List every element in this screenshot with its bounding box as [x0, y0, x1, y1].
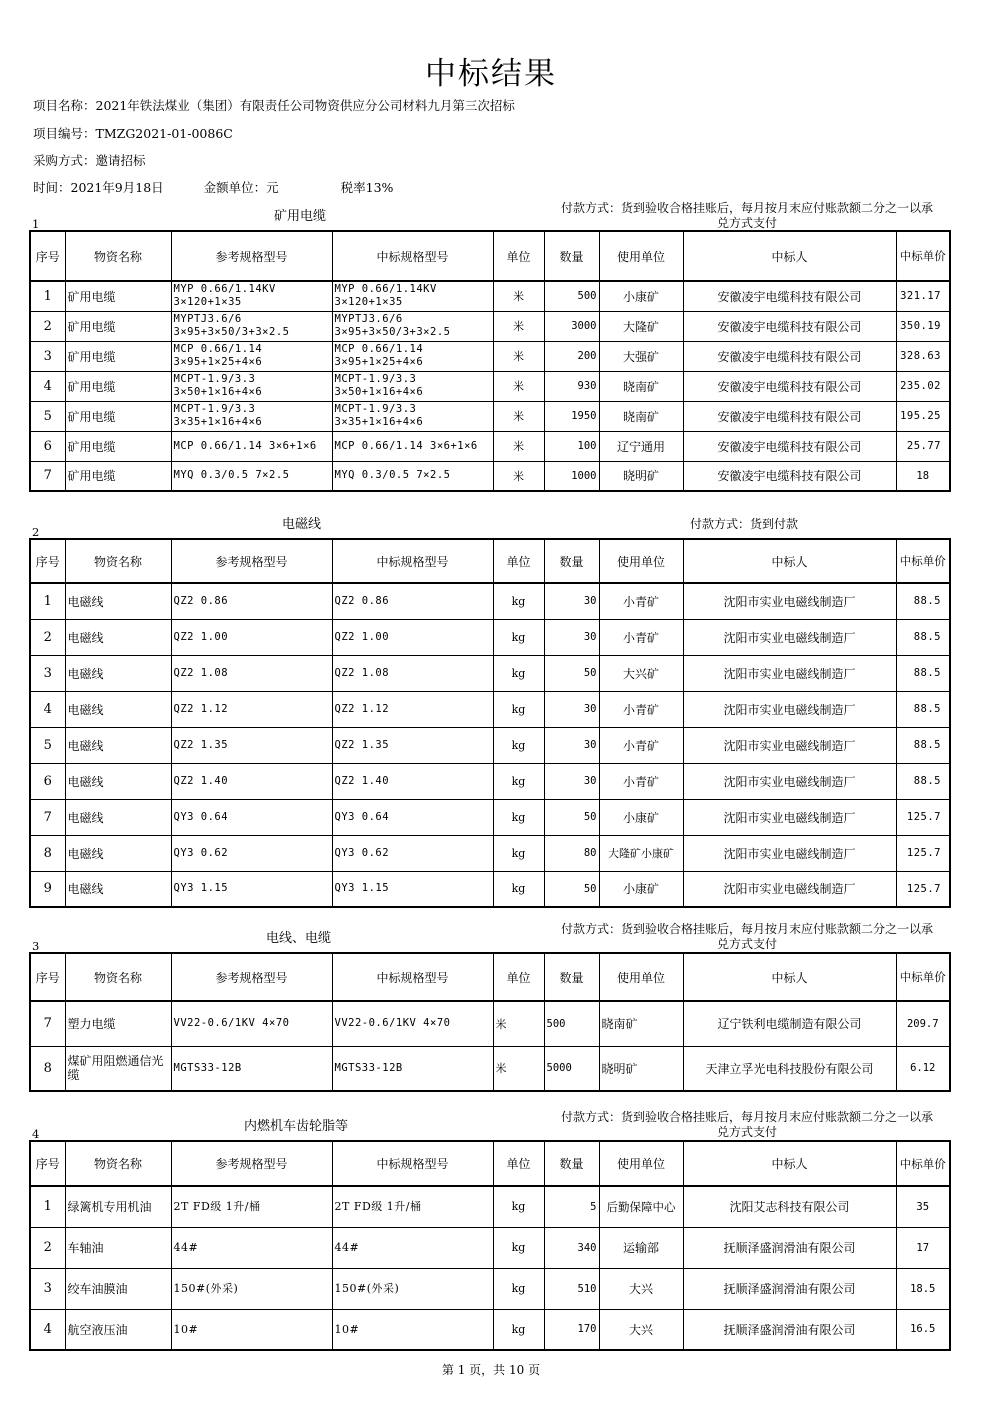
- row-index: 3: [30, 655, 65, 691]
- using-unit: 小康矿: [599, 799, 683, 835]
- row-index: 2: [30, 1227, 65, 1268]
- header-cell: 中标规格型号: [332, 953, 493, 1001]
- header-cell: 物资名称: [65, 231, 171, 281]
- winning-bidder: 安徽凌宇电缆科技有限公司: [683, 311, 896, 341]
- using-unit: 大兴矿: [599, 655, 683, 691]
- row-index: 3: [30, 341, 65, 371]
- header-cell: 单位: [493, 1141, 544, 1186]
- using-unit: 大兴: [599, 1309, 683, 1350]
- header-cell: 单位: [493, 953, 544, 1001]
- payment-terms: 付款方式：货到验收合格挂账后，每月按月末应付账款额二分之一以承 兑方式支付: [560, 922, 933, 951]
- table-row: [30, 461, 950, 491]
- material-name: 电磁线: [65, 763, 171, 799]
- reference-spec: 150#(外采): [171, 1268, 332, 1309]
- winning-bidder: 沈阳市实业电磁线制造厂: [683, 691, 896, 727]
- winning-bidder: 沈阳艾志科技有限公司: [683, 1186, 896, 1227]
- winning-bidder: 沈阳市实业电磁线制造厂: [683, 727, 896, 763]
- header-cell: 数量: [544, 1141, 599, 1186]
- winning-spec: MGTS33-12B: [332, 1046, 493, 1091]
- unit-price: 209.7: [896, 1001, 950, 1046]
- winning-bidder: 沈阳市实业电磁线制造厂: [683, 799, 896, 835]
- material-name: 电磁线: [65, 835, 171, 871]
- row-index: 6: [30, 763, 65, 799]
- quantity: 1950: [544, 401, 599, 431]
- reference-spec: QZ2 1.35: [171, 727, 332, 763]
- row-index: 4: [30, 1309, 65, 1350]
- quantity: 80: [544, 835, 599, 871]
- section-number: 1: [32, 217, 40, 231]
- table-row: [30, 655, 950, 691]
- using-unit: 晓南矿: [599, 371, 683, 401]
- winning-spec: MYP 0.66/1.14KV 3×120+1×35: [332, 281, 493, 311]
- row-index: 3: [30, 1268, 65, 1309]
- using-unit: 运输部: [599, 1227, 683, 1268]
- winning-spec: MCP 0.66/1.14 3×95+1×25+4×6: [332, 341, 493, 371]
- reference-spec: QY3 0.62: [171, 835, 332, 871]
- winning-bidder: 抚顺泽盛润滑油有限公司: [683, 1227, 896, 1268]
- unit: 米: [493, 341, 544, 371]
- winning-bidder: 沈阳市实业电磁线制造厂: [683, 583, 896, 619]
- header-cell: 使用单位: [599, 539, 683, 583]
- row-index: 5: [30, 727, 65, 763]
- unit: 米: [493, 311, 544, 341]
- quantity: 30: [544, 583, 599, 619]
- unit: kg: [493, 691, 544, 727]
- header-cell: 中标规格型号: [332, 1141, 493, 1186]
- unit-price: 125.7: [896, 871, 950, 907]
- winning-spec: MCP 0.66/1.14 3×6+1×6: [332, 431, 493, 461]
- material-name: 煤矿用阻燃通信光缆: [65, 1046, 171, 1091]
- material-name: 电磁线: [65, 691, 171, 727]
- winning-spec: QZ2 1.12: [332, 691, 493, 727]
- winning-spec: VV22-0.6/1KV 4×70: [332, 1001, 493, 1046]
- row-index: 1: [30, 583, 65, 619]
- using-unit: 晓南矿: [599, 401, 683, 431]
- winning-spec: QZ2 1.35: [332, 727, 493, 763]
- unit-price: 88.5: [896, 583, 950, 619]
- header-cell: 使用单位: [599, 231, 683, 281]
- quantity: 340: [544, 1227, 599, 1268]
- unit: 米: [493, 371, 544, 401]
- row-index: 8: [30, 1046, 65, 1091]
- material-name: 车轴油: [65, 1227, 171, 1268]
- table-row: [30, 371, 950, 401]
- winning-spec: QZ2 1.08: [332, 655, 493, 691]
- reference-spec: MCPT-1.9/3.3 3×50+1×16+4×6: [171, 371, 332, 401]
- payment-terms: 付款方式：货到验收合格挂账后，每月按月末应付账款额二分之一以承 兑方式支付: [560, 1110, 933, 1139]
- unit-price: 25.77: [896, 431, 950, 461]
- quantity: 1000: [544, 461, 599, 491]
- table-row: [30, 835, 950, 871]
- table-row: [30, 311, 950, 341]
- winning-bidder: 安徽凌宇电缆科技有限公司: [683, 431, 896, 461]
- using-unit: 小青矿: [599, 583, 683, 619]
- reference-spec: MYPTJ3.6/6 3×95+3×50/3+3×2.5: [171, 311, 332, 341]
- winning-bidder: 沈阳市实业电磁线制造厂: [683, 763, 896, 799]
- material-name: 矿用电缆: [65, 371, 171, 401]
- results-table: [29, 952, 951, 1092]
- unit-price: 350.19: [896, 311, 950, 341]
- winning-spec: QY3 0.64: [332, 799, 493, 835]
- quantity: 30: [544, 727, 599, 763]
- unit-price: 321.17: [896, 281, 950, 311]
- using-unit: 大隆矿: [599, 311, 683, 341]
- unit-price: 18: [896, 461, 950, 491]
- procurement-method: 采购方式：邀请招标: [33, 153, 146, 168]
- header-cell: 物资名称: [65, 539, 171, 583]
- quantity: 50: [544, 655, 599, 691]
- header-cell: 数量: [544, 231, 599, 281]
- unit: kg: [493, 763, 544, 799]
- using-unit: 大强矿: [599, 341, 683, 371]
- table-row: [30, 871, 950, 907]
- reference-spec: QZ2 1.00: [171, 619, 332, 655]
- winning-bidder: 沈阳市实业电磁线制造厂: [683, 619, 896, 655]
- row-index: 2: [30, 311, 65, 341]
- header-cell: 参考规格型号: [171, 953, 332, 1001]
- project-name: 项目名称：2021年铁法煤业（集团）有限责任公司物资供应分公司材料九月第三次招标: [33, 98, 515, 113]
- section-1: [29, 200, 949, 492]
- table-row: [30, 619, 950, 655]
- quantity: 5: [544, 1186, 599, 1227]
- reference-spec: MCP 0.66/1.14 3×95+1×25+4×6: [171, 341, 332, 371]
- header-cell: 数量: [544, 539, 599, 583]
- table-row: [30, 727, 950, 763]
- row-index: 7: [30, 799, 65, 835]
- row-index: 9: [30, 871, 65, 907]
- section-3: [29, 922, 949, 1092]
- table-row: [30, 763, 950, 799]
- winning-spec: 44#: [332, 1227, 493, 1268]
- reference-spec: QY3 0.64: [171, 799, 332, 835]
- material-name: 矿用电缆: [65, 311, 171, 341]
- unit: kg: [493, 1186, 544, 1227]
- unit: kg: [493, 835, 544, 871]
- unit-price: 35: [896, 1186, 950, 1227]
- quantity: 170: [544, 1309, 599, 1350]
- table-row: [30, 1046, 950, 1091]
- material-name: 电磁线: [65, 799, 171, 835]
- section-4: [29, 1110, 949, 1351]
- row-index: 4: [30, 371, 65, 401]
- unit: 米: [493, 281, 544, 311]
- material-name: 电磁线: [65, 871, 171, 907]
- winning-spec: MYPTJ3.6/6 3×95+3×50/3+3×2.5: [332, 311, 493, 341]
- page-footer: 第 1 页，共 10 页: [441, 1363, 541, 1377]
- unit-price: 328.63: [896, 341, 950, 371]
- winning-spec: 10#: [332, 1309, 493, 1350]
- header-cell: 中标单价: [896, 231, 950, 281]
- header-cell: 数量: [544, 953, 599, 1001]
- unit: kg: [493, 1227, 544, 1268]
- using-unit: 小青矿: [599, 727, 683, 763]
- quantity: 200: [544, 341, 599, 371]
- material-name: 绿篱机专用机油: [65, 1186, 171, 1227]
- using-unit: 大隆矿小康矿: [599, 835, 683, 871]
- using-unit: 晓明矿: [599, 1046, 683, 1091]
- winning-bidder: 抚顺泽盛润滑油有限公司: [683, 1268, 896, 1309]
- row-index: 7: [30, 461, 65, 491]
- winning-bidder: 天津立孚光电科技股份有限公司: [683, 1046, 896, 1091]
- header-cell: 单位: [493, 231, 544, 281]
- row-index: 7: [30, 1001, 65, 1046]
- table-row: [30, 799, 950, 835]
- unit-price: 195.25: [896, 401, 950, 431]
- table-row: [30, 431, 950, 461]
- using-unit: 小青矿: [599, 763, 683, 799]
- winning-bidder: 沈阳市实业电磁线制造厂: [683, 871, 896, 907]
- section-2: [29, 508, 949, 908]
- unit-price: 125.7: [896, 835, 950, 871]
- winning-bidder: 安徽凌宇电缆科技有限公司: [683, 371, 896, 401]
- reference-spec: 2T FD级 1升/桶: [171, 1186, 332, 1227]
- material-name: 矿用电缆: [65, 401, 171, 431]
- quantity: 930: [544, 371, 599, 401]
- reference-spec: QZ2 1.12: [171, 691, 332, 727]
- header-cell: 单位: [493, 539, 544, 583]
- using-unit: 后勤保障中心: [599, 1186, 683, 1227]
- quantity: 50: [544, 871, 599, 907]
- section-number: 3: [32, 939, 40, 953]
- header-cell: 序号: [30, 1141, 65, 1186]
- unit-price: 6.12: [896, 1046, 950, 1091]
- table-row: [30, 341, 950, 371]
- using-unit: 小青矿: [599, 691, 683, 727]
- currency-unit: 金额单位：元: [203, 180, 279, 195]
- material-name: 航空液压油: [65, 1309, 171, 1350]
- unit: 米: [493, 461, 544, 491]
- winning-bidder: 安徽凌宇电缆科技有限公司: [683, 341, 896, 371]
- unit-price: 88.5: [896, 727, 950, 763]
- material-name: 电磁线: [65, 619, 171, 655]
- winning-spec: QZ2 1.40: [332, 763, 493, 799]
- using-unit: 小康矿: [599, 281, 683, 311]
- winning-spec: 2T FD级 1升/桶: [332, 1186, 493, 1227]
- winning-bidder: 沈阳市实业电磁线制造厂: [683, 655, 896, 691]
- row-index: 2: [30, 619, 65, 655]
- unit-price: 88.5: [896, 763, 950, 799]
- header-cell: 参考规格型号: [171, 231, 332, 281]
- reference-spec: MYQ 0.3/0.5 7×2.5: [171, 461, 332, 491]
- unit-price: 88.5: [896, 655, 950, 691]
- using-unit: 辽宁通用: [599, 431, 683, 461]
- unit-price: 88.5: [896, 691, 950, 727]
- winning-bidder: 安徽凌宇电缆科技有限公司: [683, 281, 896, 311]
- unit: kg: [493, 799, 544, 835]
- project-number: 项目编号：TMZG2021-01-0086C: [33, 126, 233, 141]
- section-title: 矿用电缆: [274, 209, 327, 224]
- header-row: [30, 953, 950, 1001]
- unit-price: 235.02: [896, 371, 950, 401]
- header-cell: 中标人: [683, 539, 896, 583]
- using-unit: 大兴: [599, 1268, 683, 1309]
- row-index: 1: [30, 1186, 65, 1227]
- row-index: 5: [30, 401, 65, 431]
- material-name: 矿用电缆: [65, 281, 171, 311]
- header-cell: 序号: [30, 539, 65, 583]
- header-cell: 中标人: [683, 231, 896, 281]
- results-table: [29, 230, 951, 492]
- quantity: 510: [544, 1268, 599, 1309]
- header-row: [30, 1141, 950, 1186]
- reference-spec: VV22-0.6/1KV 4×70: [171, 1001, 332, 1046]
- reference-spec: QZ2 0.86: [171, 583, 332, 619]
- quantity: 5000: [544, 1046, 599, 1091]
- tax-rate: 税率13%: [340, 180, 394, 195]
- unit: kg: [493, 727, 544, 763]
- section-number: 4: [32, 1127, 40, 1141]
- section-title: 电磁线: [282, 517, 322, 532]
- payment-terms: 付款方式：货到验收合格挂账后，每月按月末应付账款额二分之一以承 兑方式支付: [560, 201, 933, 230]
- header-cell: 使用单位: [599, 953, 683, 1001]
- reference-spec: 44#: [171, 1227, 332, 1268]
- table-row: [30, 691, 950, 727]
- material-name: 绞车油膜油: [65, 1268, 171, 1309]
- winning-spec: 150#(外采): [332, 1268, 493, 1309]
- reference-spec: MCPT-1.9/3.3 3×35+1×16+4×6: [171, 401, 332, 431]
- table-row: [30, 583, 950, 619]
- unit-price: 125.7: [896, 799, 950, 835]
- header-cell: 中标人: [683, 953, 896, 1001]
- unit: 米: [493, 1046, 544, 1091]
- table-row: [30, 1227, 950, 1268]
- material-name: 电磁线: [65, 727, 171, 763]
- header-cell: 中标规格型号: [332, 231, 493, 281]
- row-index: 1: [30, 281, 65, 311]
- table-row: [30, 1268, 950, 1309]
- table-row: [30, 1186, 950, 1227]
- unit: kg: [493, 1268, 544, 1309]
- section-number: 2: [32, 525, 40, 539]
- header-cell: 参考规格型号: [171, 539, 332, 583]
- reference-spec: MGTS33-12B: [171, 1046, 332, 1091]
- winning-spec: MCPT-1.9/3.3 3×50+1×16+4×6: [332, 371, 493, 401]
- row-index: 6: [30, 431, 65, 461]
- using-unit: 小康矿: [599, 871, 683, 907]
- winning-bidder: 沈阳市实业电磁线制造厂: [683, 835, 896, 871]
- material-name: 塑力电缆: [65, 1001, 171, 1046]
- material-name: 电磁线: [65, 655, 171, 691]
- winning-spec: QY3 1.15: [332, 871, 493, 907]
- table-row: [30, 401, 950, 431]
- row-index: 8: [30, 835, 65, 871]
- header-cell: 序号: [30, 953, 65, 1001]
- date: 时间：2021年9月18日: [33, 180, 164, 195]
- reference-spec: MCP 0.66/1.14 3×6+1×6: [171, 431, 332, 461]
- unit: kg: [493, 655, 544, 691]
- winning-bidder: 辽宁铁利电缆制造有限公司: [683, 1001, 896, 1046]
- quantity: 30: [544, 619, 599, 655]
- reference-spec: QY3 1.15: [171, 871, 332, 907]
- quantity: 30: [544, 691, 599, 727]
- winning-bidder: 安徽凌宇电缆科技有限公司: [683, 401, 896, 431]
- row-index: 4: [30, 691, 65, 727]
- quantity: 500: [544, 1001, 599, 1046]
- header-cell: 中标人: [683, 1141, 896, 1186]
- unit: kg: [493, 619, 544, 655]
- table-row: [30, 1309, 950, 1350]
- material-name: 矿用电缆: [65, 431, 171, 461]
- using-unit: 小青矿: [599, 619, 683, 655]
- table-row: [30, 281, 950, 311]
- unit-price: 17: [896, 1227, 950, 1268]
- header-row: [30, 539, 950, 583]
- unit: 米: [493, 431, 544, 461]
- header-cell: 中标规格型号: [332, 539, 493, 583]
- quantity: 3000: [544, 311, 599, 341]
- page-title: 中标结果: [425, 56, 557, 92]
- header-cell: 中标单价: [896, 1141, 950, 1186]
- header-cell: 中标单价: [896, 539, 950, 583]
- section-title: 内燃机车齿轮脂等: [244, 1119, 349, 1134]
- results-table: [29, 538, 951, 908]
- unit: 米: [493, 401, 544, 431]
- winning-spec: MCPT-1.9/3.3 3×35+1×16+4×6: [332, 401, 493, 431]
- header-cell: 中标单价: [896, 953, 950, 1001]
- winning-spec: QY3 0.62: [332, 835, 493, 871]
- meta-line: [33, 178, 393, 196]
- material-name: 矿用电缆: [65, 341, 171, 371]
- unit-price: 88.5: [896, 619, 950, 655]
- using-unit: 晓南矿: [599, 1001, 683, 1046]
- header-cell: 物资名称: [65, 1141, 171, 1186]
- winning-bidder: 安徽凌宇电缆科技有限公司: [683, 461, 896, 491]
- winning-spec: QZ2 0.86: [332, 583, 493, 619]
- header-cell: 物资名称: [65, 953, 171, 1001]
- unit: kg: [493, 871, 544, 907]
- reference-spec: MYP 0.66/1.14KV 3×120+1×35: [171, 281, 332, 311]
- section-title: 电线、电缆: [266, 931, 332, 946]
- reference-spec: QZ2 1.40: [171, 763, 332, 799]
- quantity: 50: [544, 799, 599, 835]
- header-cell: 序号: [30, 231, 65, 281]
- winning-spec: MYQ 0.3/0.5 7×2.5: [332, 461, 493, 491]
- quantity: 500: [544, 281, 599, 311]
- quantity: 30: [544, 763, 599, 799]
- results-table: [29, 1140, 951, 1351]
- header-cell: 使用单位: [599, 1141, 683, 1186]
- header-cell: 参考规格型号: [171, 1141, 332, 1186]
- unit: kg: [493, 1309, 544, 1350]
- using-unit: 晓明矿: [599, 461, 683, 491]
- unit: kg: [493, 583, 544, 619]
- quantity: 100: [544, 431, 599, 461]
- winning-spec: QZ2 1.00: [332, 619, 493, 655]
- unit: 米: [493, 1001, 544, 1046]
- header-row: [30, 231, 950, 281]
- material-name: 矿用电缆: [65, 461, 171, 491]
- material-name: 电磁线: [65, 583, 171, 619]
- unit-price: 16.5: [896, 1309, 950, 1350]
- table-row: [30, 1001, 950, 1046]
- unit-price: 18.5: [896, 1268, 950, 1309]
- reference-spec: 10#: [171, 1309, 332, 1350]
- payment-terms: 付款方式：货到付款: [690, 517, 799, 531]
- reference-spec: QZ2 1.08: [171, 655, 332, 691]
- winning-bidder: 抚顺泽盛润滑油有限公司: [683, 1309, 896, 1350]
